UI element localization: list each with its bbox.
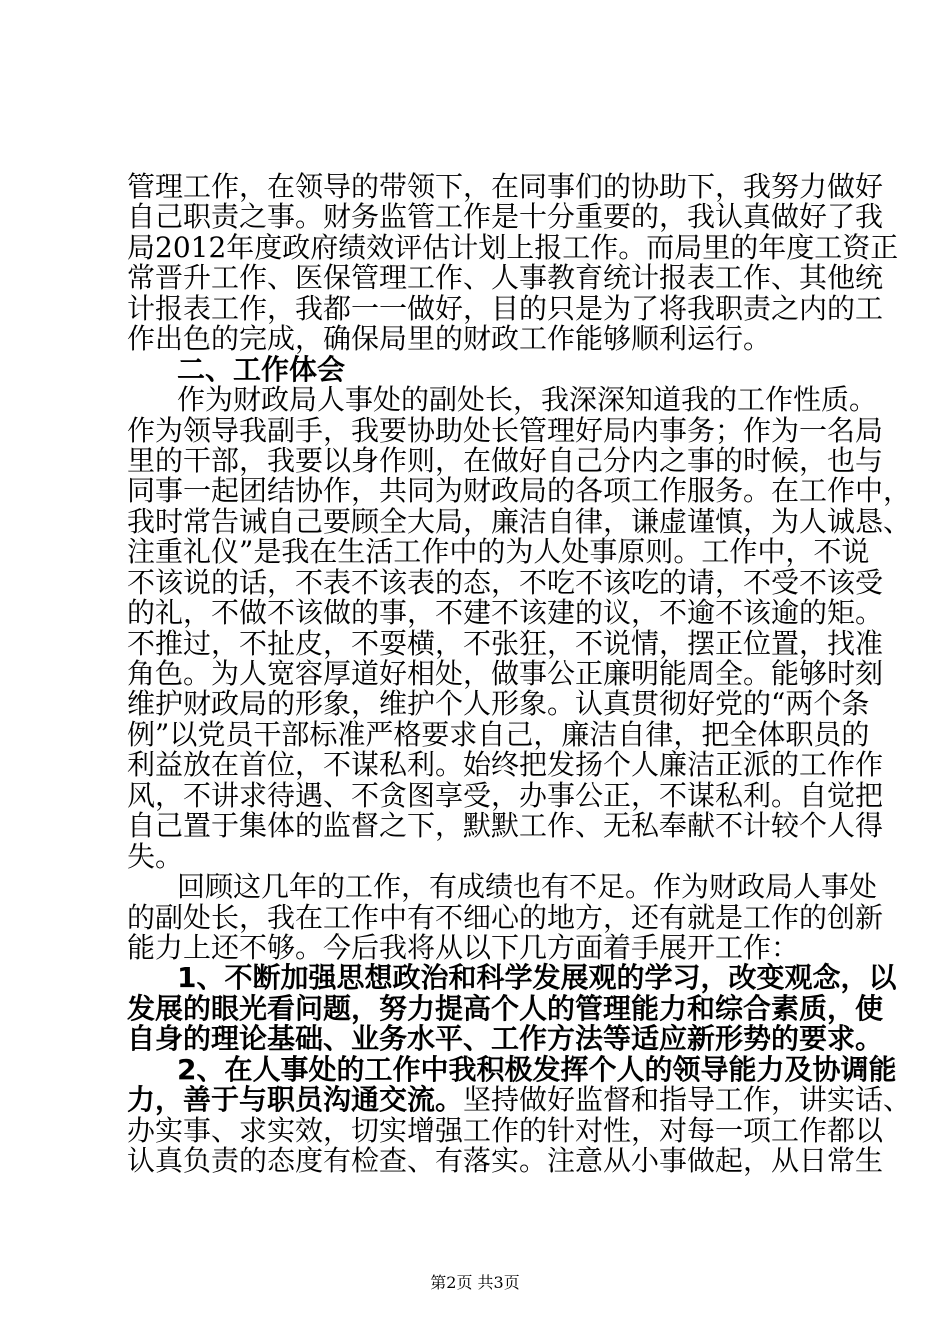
section-heading [127,352,832,386]
text-line [127,1083,912,1117]
text-line: 作为领导我副手，我要协助处长管理好局内事务；作为一名局 [127,413,884,447]
text-line: 自己职责之事。财务监管工作是十分重要的，我认真做好了我 [127,200,884,234]
text-line: 管理工作，在领导的带领下，在同事们的协助下，我努力做好 [127,170,884,203]
text-line: 2、在人事处的工作中我积极发挥个人的领导能力及协调能 [177,1052,897,1086]
text-line: 二、工作体会 [177,352,346,386]
paragraph [127,870,884,964]
paragraph [127,170,899,356]
text-line: 同事一起团结协作，共同为财政局的各项工作服务。在工作中， [127,474,912,508]
text-line: 计报表工作，我都一一做好，目的只是为了将我职责之内的工 [127,291,884,325]
text-line: 失。 [127,839,184,873]
text-line: 不该说的话，不表不该表的态，不吃不该吃的请，不受不该受 [127,565,884,599]
list-item [127,961,897,1056]
text-line: 作出色的完成，确保局里的财政工作能够顺利运行。 [127,322,772,356]
text-line: 常晋升工作、医保管理工作、人事教育统计报表工作、其他统 [127,261,884,295]
text-line: 风，不讲求待遇、不贪图享受，办事公正，不谋私利。自觉把 [127,778,884,812]
text-line: 例”以党员干部标准严格要求自己，廉洁自律，把全体职员的 [127,717,870,751]
text-line: 办实事、求实效，切实增强工作的针对性，对每一项工作都以 [127,1113,884,1147]
text-line: 作为财政局人事处的副处长，我深深知道我的工作性质。 [177,383,878,417]
text-line: 我时常告诫自己要顾全大局，廉洁自律，谦虚谨慎，为人诚恳、 [127,504,912,538]
text-line: 自己置于集体的监督之下，默默工作、无私奉献不计较个人得 [127,809,884,843]
list-item [127,1052,912,1177]
text-line: 的副处长，我在工作中有不细心的地方，还有就是工作的创新 [127,900,884,934]
paragraph [127,383,912,873]
text-line: 认真负责的态度有检查、有落实。注意从小事做起，从日常生 [127,1144,884,1177]
text-line: 不推过，不扯皮，不耍横，不张狂，不说情，摆正位置，找准 [127,626,884,660]
text-line: 角色。为人宽容厚道好相处，做事公正廉明能周全。能够时刻 [127,657,884,690]
text-line: 的礼，不做不该做的事，不建不该建的议，不逾不该逾的矩。 [127,596,884,630]
text-line: 自身的理论基础、业务水平、工作方法等适应新形势的要求。 [127,1022,884,1056]
text-line: 回顾这几年的工作，有成绩也有不足。作为财政局人事处 [177,870,878,904]
text-line: 能力上还不够。今后我将从以下几方面着手展开工作： [127,930,800,964]
text-line: 局2012年度政府绩效评估计划上报工作。而局里的年度工资正 [127,230,899,264]
page-footer: 第2页 共3页 [430,1273,520,1292]
text-line: 维护财政局的形象，维护个人形象。认真贯彻好党的“两个条 [127,687,870,721]
text-bold-part: 力，善于与职员沟通交流。 [127,1083,464,1117]
text-line: 1、不断加强思想政治和科学发展观的学习，改变观念，以 [177,961,897,995]
text-line: 注重礼仪”是我在生活工作中的为人处事原则。工作中，不说 [127,535,870,569]
text-line: 里的干部，我要以身作则，在做好自己分内之事的时候，也与 [127,443,884,477]
text-line: 利益放在首位，不谋私利。始终把发扬个人廉洁正派的工作作 [127,748,884,782]
document-body [127,170,912,1177]
text-line: 发展的眼光看问题，努力提高个人的管理能力和综合素质，使 [127,991,884,1025]
text-normal-part: 坚持做好监督和指导工作，讲实话、 [463,1083,912,1117]
